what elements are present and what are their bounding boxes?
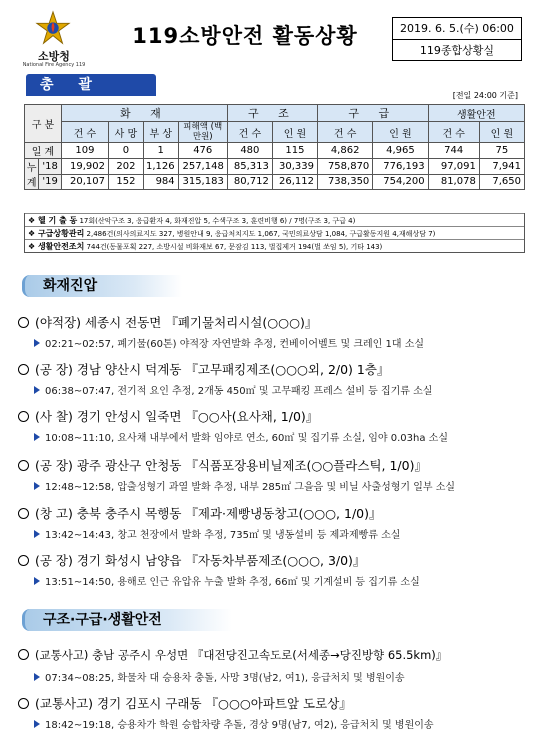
note-label: ❖ 헬 기 출 동	[28, 216, 78, 225]
item-head: (공 장) 광주 광산구 안청동 『식품포장용비닐제조(○○플라스틱, 1/0)』	[35, 458, 427, 473]
page-title: 119소방안전 활동상황	[132, 24, 358, 48]
cell: 80,712	[227, 174, 272, 190]
cell: 984	[143, 174, 178, 190]
cell: 7,941	[479, 159, 524, 175]
triangle-bullet-icon	[34, 673, 40, 681]
col-safety-count: 건 수	[428, 122, 479, 143]
cell: 758,870	[317, 159, 372, 175]
fire-section-title: 화재진압	[22, 275, 182, 297]
item-detail: 07:34~08:25, 화물차 대 승용차 충돌, 사망 3명(남2, 여1), 응급처치 및 병원이송	[45, 673, 405, 684]
circle-bullet-icon	[18, 508, 29, 519]
note-text: 744건(동물포획 227, 소방시설 비화재보 67, 문잠김 113, 벌집제거 194(벌 쏘임 5), 기타 143)	[84, 243, 383, 251]
row-label-top: 누	[26, 163, 37, 174]
item-detail: 18:42~19:18, 승용차가 학원 승합차량 추돌, 경상 9명(남7, 여2), 응급처치 및 병원이송	[45, 720, 434, 731]
item-detail: 13:51~14:50, 용해로 인근 유압유 누출 발화 추정, 66㎡ 및 기계설비 등 집기류 소실	[45, 577, 420, 588]
agency-logo	[14, 10, 94, 70]
cell: 1	[143, 143, 178, 159]
group-safety: 생활안전	[428, 105, 524, 122]
list-item-detail	[34, 716, 530, 731]
cell: 744	[428, 143, 479, 159]
cell: 4,965	[373, 143, 428, 159]
circle-bullet-icon	[18, 649, 29, 660]
note-label: ❖ 구급상황관리	[28, 229, 85, 238]
note-text: 2,486건(의사의료지도 327, 병원안내 9, 응급처치지도 1,067, 국민의료상담 1,084, 구급활동지원 4,재해상담 7)	[84, 230, 436, 238]
group-fire: 화 재	[61, 105, 227, 122]
col-ems-count: 건 수	[317, 122, 372, 143]
circle-bullet-icon	[18, 698, 29, 709]
cell: 20,107	[61, 174, 108, 190]
circle-bullet-icon	[18, 317, 29, 328]
list-item-detail	[34, 335, 530, 350]
item-detail: 12:48~12:58, 압출성형기 과열 발화 추정, 내부 285㎡ 그을음 및 비닐 사출성형기 일부 소실	[45, 482, 456, 493]
cell: 7,650	[479, 174, 524, 190]
cell: 30,339	[272, 159, 317, 175]
col-rescue-count: 건 수	[227, 122, 272, 143]
item-detail: 10:08~11:10, 요사채 내부에서 발화 임야로 연소, 60㎡ 및 집기류 소실, 임야 0.03ha 소실	[45, 433, 448, 444]
cell: 4,862	[317, 143, 372, 159]
col-fire-damage: 피해액 (백만원)	[178, 122, 227, 143]
triangle-bullet-icon	[34, 433, 40, 441]
col-safety-people: 인 원	[479, 122, 524, 143]
col-group-label: 구 분	[25, 105, 62, 143]
cell: 19,902	[61, 159, 108, 175]
item-detail: 06:38~07:47, 전기적 요인 추정, 2개동 450㎡ 및 고무패킹 프레스 설비 등 집기류 소실	[45, 386, 433, 397]
cell: 0	[109, 143, 144, 159]
triangle-bullet-icon	[34, 482, 40, 490]
circle-bullet-icon	[18, 364, 29, 375]
col-fire-count: 건 수	[61, 122, 108, 143]
triangle-bullet-icon	[34, 577, 40, 585]
row-label	[25, 159, 39, 190]
cell: 480	[227, 143, 272, 159]
cell: 115	[272, 143, 317, 159]
triangle-bullet-icon	[34, 720, 40, 728]
list-item	[18, 407, 528, 425]
list-item	[18, 551, 528, 569]
group-ems: 구 급	[317, 105, 428, 122]
cell: 738,350	[317, 174, 372, 190]
report-office: 119종합상황실	[393, 39, 521, 60]
cell: 1,126	[143, 159, 178, 175]
item-detail: 02:21~02:57, 폐기물(60톤) 야적장 자연발화 추정, 컨베이어벨트 및 크레인 1대 소실	[45, 339, 425, 350]
list-item	[18, 313, 528, 331]
note-safety-action	[25, 239, 524, 252]
as-of-label: [전일 24:00 기준]	[452, 91, 518, 100]
fire-agency-emblem-icon	[34, 10, 72, 48]
cell: 26,112	[272, 174, 317, 190]
item-head: (공 장) 경기 화성시 남양읍 『자동차부품제조(○○○, 3/0)』	[35, 553, 366, 568]
cell: 754,200	[373, 174, 428, 190]
cell: 776,193	[373, 159, 428, 175]
summary-table	[24, 104, 525, 190]
org-name: 소방청	[38, 50, 70, 63]
report-date: 2019. 6. 5.(수) 06:00	[400, 22, 514, 35]
cell: 97,091	[428, 159, 479, 175]
table-row	[25, 159, 525, 175]
org-name-en: National Fire Agency 119	[22, 62, 86, 68]
row-year: '19	[39, 174, 62, 190]
list-item-detail	[34, 573, 530, 588]
col-fire-injury: 부 상	[143, 122, 178, 143]
circle-bullet-icon	[18, 555, 29, 566]
group-rescue: 구 조	[227, 105, 317, 122]
list-item	[18, 694, 528, 712]
item-head: (교통사고) 경기 김포시 구래동 『○○○아파트앞 도로상』	[35, 696, 352, 711]
col-rescue-people: 인 원	[272, 122, 317, 143]
note-label: ❖ 생활안전조치	[28, 242, 85, 251]
cell: 152	[109, 174, 144, 190]
triangle-bullet-icon	[34, 386, 40, 394]
cell: 81,078	[428, 174, 479, 190]
cell: 257,148	[178, 159, 227, 175]
item-head: (창 고) 충북 충주시 목행동 『제과·제빵냉동창고(○○○, 1/0)』	[35, 506, 382, 521]
summary-section-title: 총 괄	[26, 74, 156, 96]
circle-bullet-icon	[18, 460, 29, 471]
cell: 202	[109, 159, 144, 175]
list-item	[18, 360, 528, 378]
item-head: (야적장) 세종시 전동면 『폐기물처리시설(○○○)』	[35, 315, 318, 330]
list-item	[18, 456, 528, 474]
row-label-bottom: 계	[26, 178, 37, 189]
cell: 315,183	[178, 174, 227, 190]
list-item-detail	[34, 429, 530, 444]
circle-bullet-icon	[18, 411, 29, 422]
cell: 85,313	[227, 159, 272, 175]
list-item	[18, 504, 528, 522]
item-detail: 13:42~14:43, 창고 천장에서 발화 추정, 735㎡ 및 냉동설비 등 제과제빵류 소실	[45, 530, 401, 541]
list-item	[18, 647, 528, 663]
list-item-detail	[34, 382, 530, 397]
col-fire-death: 사 망	[109, 122, 144, 143]
triangle-bullet-icon	[34, 339, 40, 347]
col-ems-people: 인 원	[373, 122, 428, 143]
note-text: 17회(산악구조 3, 응급환자 4, 화재진압 5, 수색구조 3, 훈련비행 6) / 7명(구조 3, 구급 4)	[77, 217, 356, 225]
note-helicopter	[25, 213, 524, 226]
triangle-bullet-icon	[34, 530, 40, 538]
cell: 75	[479, 143, 524, 159]
row-label: 일 계	[25, 143, 62, 159]
table-row	[25, 174, 525, 190]
list-item-detail	[34, 669, 530, 684]
rescue-section-title: 구조·구급·생활안전	[22, 609, 232, 631]
summary-notes	[24, 213, 525, 253]
note-ems-management	[25, 226, 524, 239]
item-head: (공 장) 경남 양산시 덕계동 『고무패킹제조(○○○외, 2/0) 1층』	[35, 362, 390, 377]
row-year: '18	[39, 159, 62, 175]
cell: 476	[178, 143, 227, 159]
item-head: (교통사고) 충남 공주시 우성면 『대전당진고속도로(서세종→당진방향 65.5km)』	[35, 648, 448, 662]
report-date-box	[392, 17, 522, 61]
cell: 109	[61, 143, 108, 159]
list-item-detail	[34, 526, 530, 541]
item-head: (사 찰) 경기 안성시 일죽면 『○○사(요사채, 1/0)』	[35, 409, 319, 424]
list-item-detail	[34, 478, 530, 493]
table-row	[25, 143, 525, 159]
